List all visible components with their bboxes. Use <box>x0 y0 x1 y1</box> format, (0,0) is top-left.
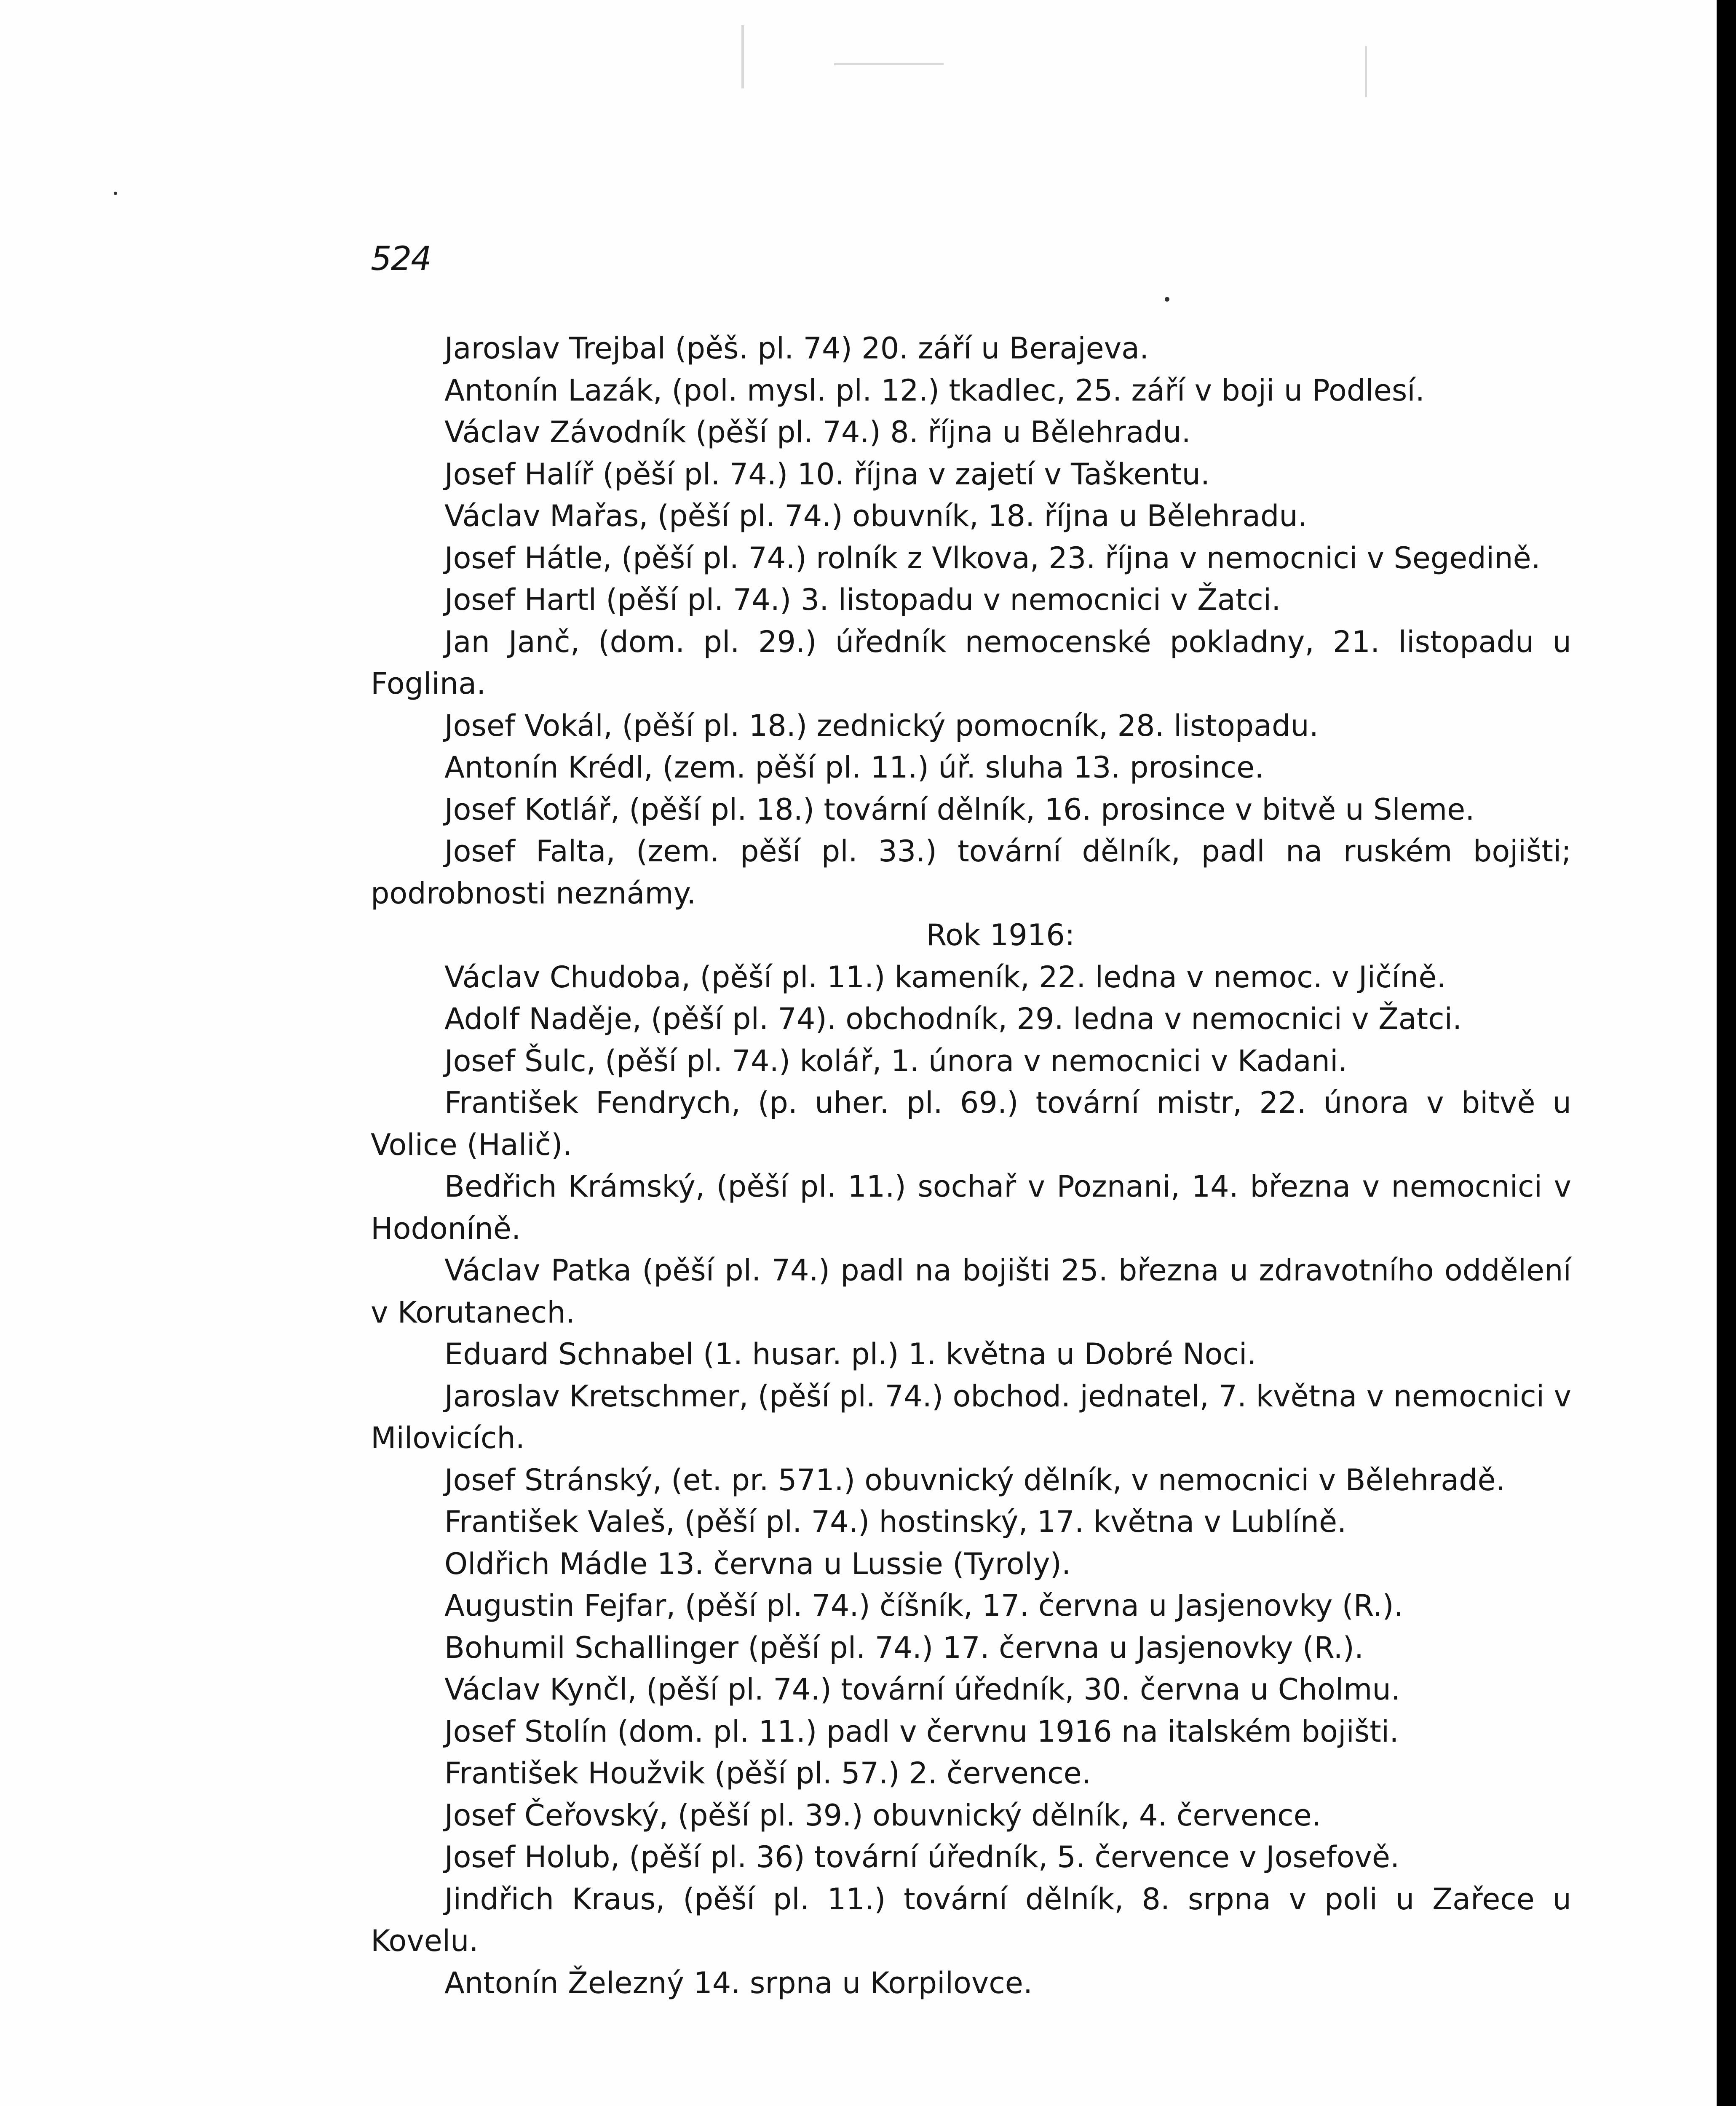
list-item: Antonín Krédl, (zem. pěší pl. 11.) úř. sluha 13. prosince. <box>444 750 1264 785</box>
list-item: Václav Kynčl, (pěší pl. 74.) tovární úředník, 30. června u Cholmu. <box>444 1672 1401 1707</box>
show-through-mark <box>1365 46 1367 97</box>
list-item: František Houžvik (pěší pl. 57.) 2. července. <box>444 1756 1091 1791</box>
list-item: Jan Janč, (dom. pl. 29.) úředník nemocenské pokladny, 21. listopadu u Foglina. <box>371 624 1571 701</box>
list-item: František Valeš, (pěší pl. 74.) hostinský, 17. května v Lublíně. <box>444 1505 1347 1539</box>
list-item: Josef Čeřovský, (pěší pl. 39.) obuvnický dělník, 4. července. <box>444 1798 1321 1833</box>
list-item: Václav Závodník (pěší pl. 74.) 8. října u Bělehradu. <box>444 415 1191 449</box>
list-item: Josef Vokál, (pěší pl. 18.) zednický pomocník, 28. listopadu. <box>444 708 1319 743</box>
list-item: Josef Halíř (pěší pl. 74.) 10. října v zajetí v Taškentu. <box>444 457 1210 492</box>
speck <box>114 192 117 195</box>
show-through-mark <box>834 63 944 65</box>
list-item: Josef Hartl (pěší pl. 74.) 3. listopadu v nemocnici v Žatci. <box>444 583 1281 617</box>
year-heading: Rok 1916: <box>926 918 1075 952</box>
list-item: Václav Chudoba, (pěší pl. 11.) kameník, 22. ledna v nemoc. v Jičíně. <box>444 959 1446 994</box>
list-item: Adolf Naděje, (pěší pl. 74). obchodník, 29. ledna v nemocnici v Žatci. <box>444 1002 1462 1036</box>
list-item: Oldřich Mádle 13. června u Lussie (Tyroly). <box>444 1546 1071 1581</box>
list-item: František Fendrych, (p. uher. pl. 69.) tovární mistr, 22. února v bitvě u Volice (Halič). <box>371 1085 1571 1162</box>
list-item: Josef Hátle, (pěší pl. 74.) rolník z Vlkova, 23. října v nemocnici v Segedině. <box>444 540 1541 575</box>
list-item: Jaroslav Trejbal (pěš. pl. 74) 20. září u Berajeva. <box>444 331 1149 366</box>
list-item: Josef Kotlář, (pěší pl. 18.) tovární dělník, 16. prosince v bitvě u Sleme. <box>444 792 1475 827</box>
list-item: Josef Falta, (zem. pěší pl. 33.) tovární dělník, padl na ruském bojišti; podrobnosti neznámy. <box>371 834 1571 911</box>
page-number: 524 <box>371 240 431 278</box>
list-item: Antonín Železný 14. srpna u Korpilovce. <box>444 1965 1033 2000</box>
list-item: Augustin Fejfar, (pěší pl. 74.) číšník, 17. června u Jasjenovky (R.). <box>444 1588 1403 1623</box>
speck <box>1165 297 1169 302</box>
list-item: Jindřich Kraus, (pěší pl. 11.) tovární dělník, 8. srpna v poli u Zařece u Kovelu. <box>371 1882 1571 1958</box>
list-item: Bohumil Schallinger (pěší pl. 74.) 17. června u Jasjenovky (R.). <box>444 1630 1364 1665</box>
list-item: Bedřich Krámský, (pěší pl. 11.) sochař v Poznani, 14. března v nemocnici v Hodoníně. <box>371 1169 1571 1246</box>
text-block <box>371 328 1571 2004</box>
list-item: Václav Patka (pěší pl. 74.) padl na bojišti 25. března u zdravotního oddělení v Korutanech. <box>371 1253 1571 1330</box>
scan-edge-right <box>1717 0 1736 2106</box>
list-item: Josef Holub, (pěší pl. 36) tovární úředník, 5. července v Josefově. <box>444 1840 1400 1874</box>
show-through-mark <box>741 25 744 88</box>
list-item: Antonín Lazák, (pol. mysl. pl. 12.) tkadlec, 25. září v boji u Podlesí. <box>444 373 1425 408</box>
list-item: Václav Mařas, (pěší pl. 74.) obuvník, 18. října u Bělehradu. <box>444 499 1308 533</box>
list-item: Josef Šulc, (pěší pl. 74.) kolář, 1. února v nemocnici v Kadani. <box>444 1043 1348 1078</box>
list-item: Jaroslav Kretschmer, (pěší pl. 74.) obchod. jednatel, 7. května v nemocnici v Milovicích. <box>371 1379 1571 1455</box>
list-item: Eduard Schnabel (1. husar. pl.) 1. května u Dobré Noci. <box>444 1337 1257 1371</box>
list-item: Josef Stránský, (et. pr. 571.) obuvnický dělník, v nemocnici v Bělehradě. <box>444 1462 1505 1497</box>
list-item: Josef Stolín (dom. pl. 11.) padl v červnu 1916 na italském bojišti. <box>444 1714 1399 1749</box>
